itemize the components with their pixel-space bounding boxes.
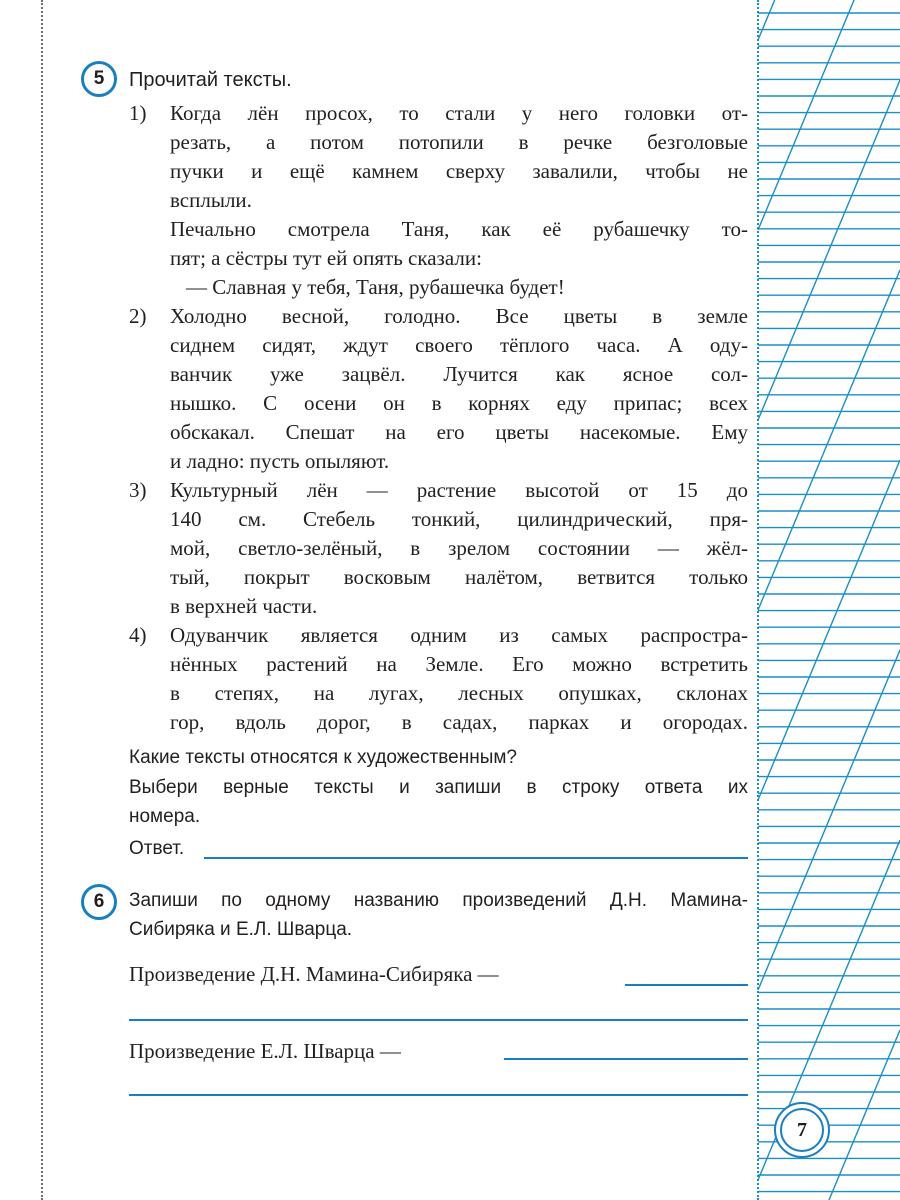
item-4-line-4: гор, вдоль дорог, в садах, парках и огородах. [170, 710, 748, 734]
field-1-label: Произведение Д.Н. Мамина-Сибиряка — [129, 962, 499, 986]
margin-slant [758, 0, 900, 40]
item-4-number: 4) [129, 623, 147, 647]
item-1-line-6: пят; а сёстры тут ей опять сказали: [170, 246, 482, 270]
margin-lines-graphic [754, 0, 900, 1200]
task-5-question: Какие тексты относятся к художественным? [129, 747, 517, 768]
item-1-line-3: пучки и ещё камнем сверху завалили, чтобы не [170, 159, 748, 183]
item-2-line-2: сиднем сидят, ждут своего тёплого часа. А оду- [170, 333, 748, 357]
item-3-line-4: тый, покрыт восковым налётом, ветвится только [170, 565, 748, 589]
margin-slant [758, 80, 900, 420]
task-6-number: 6 [81, 884, 117, 920]
field-2-input-line-2[interactable] [129, 1094, 748, 1096]
item-3-line-1: Культурный лён — растение высотой от 15 до [170, 478, 748, 502]
item-1-number: 1) [129, 101, 147, 125]
task-6-prompt-line-2: Сибиряка и Е.Л. Шварца. [129, 919, 353, 940]
item-4-line-3: в степях, на лугах, лесных опушках, склонах [170, 681, 748, 705]
item-3-line-5: в верхней части. [170, 594, 318, 618]
item-1-line-7: — Славная у тебя, Таня, рубашечка будет! [186, 275, 565, 299]
field-2-label: Произведение Е.Л. Шварца — [129, 1039, 401, 1063]
margin-slant [758, 270, 900, 610]
item-2-line-5: обскакал. Спешат на его цветы насекомые. Ему [170, 420, 748, 444]
item-3-line-2: 140 см. Стебель тонкий, цилиндрический, пря- [170, 507, 748, 531]
page-number-badge [774, 1102, 830, 1158]
margin-ruled-strip [754, 0, 900, 1200]
item-3-line-3: мой, светло-зелёный, в зрелом состоянии — жёл- [170, 536, 748, 560]
item-4-line-1: Одуванчик является одним из самых распростра- [170, 623, 748, 647]
answer-label: Ответ. [129, 838, 185, 859]
item-1-line-5: Печально смотрела Таня, как её рубашечку то- [170, 217, 748, 241]
answer-input-line[interactable] [204, 857, 748, 859]
task-5-number: 5 [81, 61, 117, 97]
item-1-line-2: резать, а потом потопили в речке безголовые [170, 130, 748, 154]
field-1-input-line-2[interactable] [129, 1019, 748, 1021]
item-1-line-4: всплыли. [170, 188, 252, 212]
item-2-line-4: нышко. С осени он в корнях еду припас; всех [170, 391, 748, 415]
margin-slant [758, 650, 900, 990]
item-3-number: 3) [129, 478, 147, 502]
item-1-line-1: Когда лён просох, то стали у него головки от- [170, 101, 748, 125]
item-2-line-6: и ладно: пусть опыляют. [170, 449, 390, 473]
item-2-number: 2) [129, 304, 147, 328]
field-2-input-line[interactable] [504, 1058, 748, 1060]
item-2-line-1: Холодно весной, голодно. Все цветы в земле [170, 304, 748, 328]
margin-strip-edge [757, 0, 759, 1200]
task-5-instruction-line-1: Выбери верные тексты и запиши в строку ответа их [129, 777, 748, 798]
page-number: 7 [780, 1108, 824, 1152]
field-1-input-line[interactable] [625, 984, 748, 986]
cut-line [41, 0, 43, 1200]
item-2-line-3: ванчик уже зацвёл. Лучится как ясное сол- [170, 362, 748, 386]
task-6-prompt-line-1: Запиши по одному названию произведений Д.Н. Мамина- [129, 890, 748, 911]
item-4-line-2: нённых растений на Земле. Его можно встретить [170, 652, 748, 676]
task-5-heading: Прочитай тексты. [129, 69, 292, 91]
task-5-instruction-line-2: номера. [129, 806, 201, 827]
